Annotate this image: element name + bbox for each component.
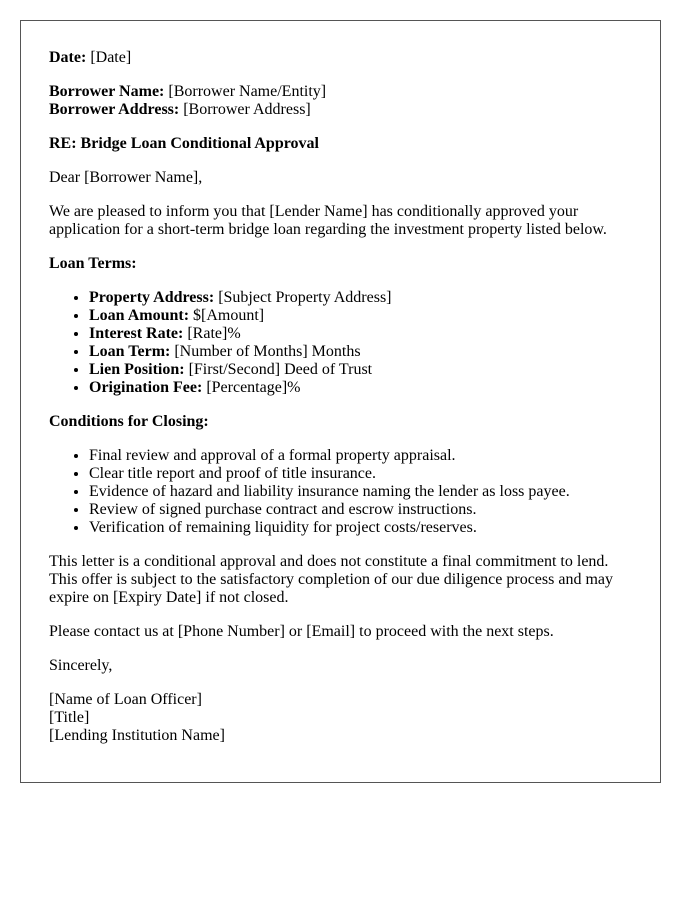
loan-terms-list — [49, 289, 632, 397]
list-item: • Origination Fee: [Percentage]% — [89, 379, 632, 397]
list-item: • Interest Rate: [Rate]% — [89, 325, 632, 343]
list-item: • Lien Position: [First/Second] Deed of Trust — [89, 361, 632, 379]
subject-line: RE: Bridge Loan Conditional Approval — [49, 135, 319, 152]
list-item: • Loan Term: [Number of Months] Months — [89, 343, 632, 361]
intro-paragraph: We are pleased to inform you that [Lender Name] has conditionally approved your application for a short-term bridge loan regarding the investment property listed below. — [49, 203, 607, 238]
signature-institution: [Lending Institution Name] — [49, 727, 225, 744]
conditions-heading: Conditions for Closing: — [49, 413, 209, 430]
letter — [20, 20, 661, 783]
borrower-info: Borrower Name: [Borrower Name/Entity] Borrower Address: [Borrower Address] — [49, 83, 327, 118]
conditions-list — [49, 447, 632, 537]
signature-title: [Title] — [49, 709, 90, 726]
list-item: • Final review and approval of a formal property appraisal. — [89, 447, 632, 465]
contact-paragraph: Please contact us at [Phone Number] or [Email] to proceed with the next steps. — [49, 623, 554, 640]
list-item: • Property Address: [Subject Property Address] — [89, 289, 632, 307]
list-item: • Clear title report and proof of title insurance. — [89, 465, 632, 483]
signature-name: [Name of Loan Officer] — [49, 691, 202, 708]
loan-terms-heading: Loan Terms: — [49, 255, 137, 272]
list-item: • Verification of remaining liquidity for project costs/reserves. — [89, 519, 632, 537]
disclaimer-paragraph: This letter is a conditional approval and does not constitute a final commitment to lend. This offer is subject to the satisfactory completion of our due diligence process and may expire on [Expiry Date] if not closed. — [49, 553, 613, 606]
list-item: • Evidence of hazard and liability insurance naming the lender as loss payee. — [89, 483, 632, 501]
date-line: Date: [Date] — [49, 49, 132, 66]
closing: Sincerely, — [49, 657, 113, 674]
list-item: • Review of signed purchase contract and escrow instructions. — [89, 501, 632, 519]
salutation: Dear [Borrower Name], — [49, 169, 203, 186]
signature-block — [49, 691, 632, 745]
list-item: • Loan Amount: $[Amount] — [89, 307, 632, 325]
